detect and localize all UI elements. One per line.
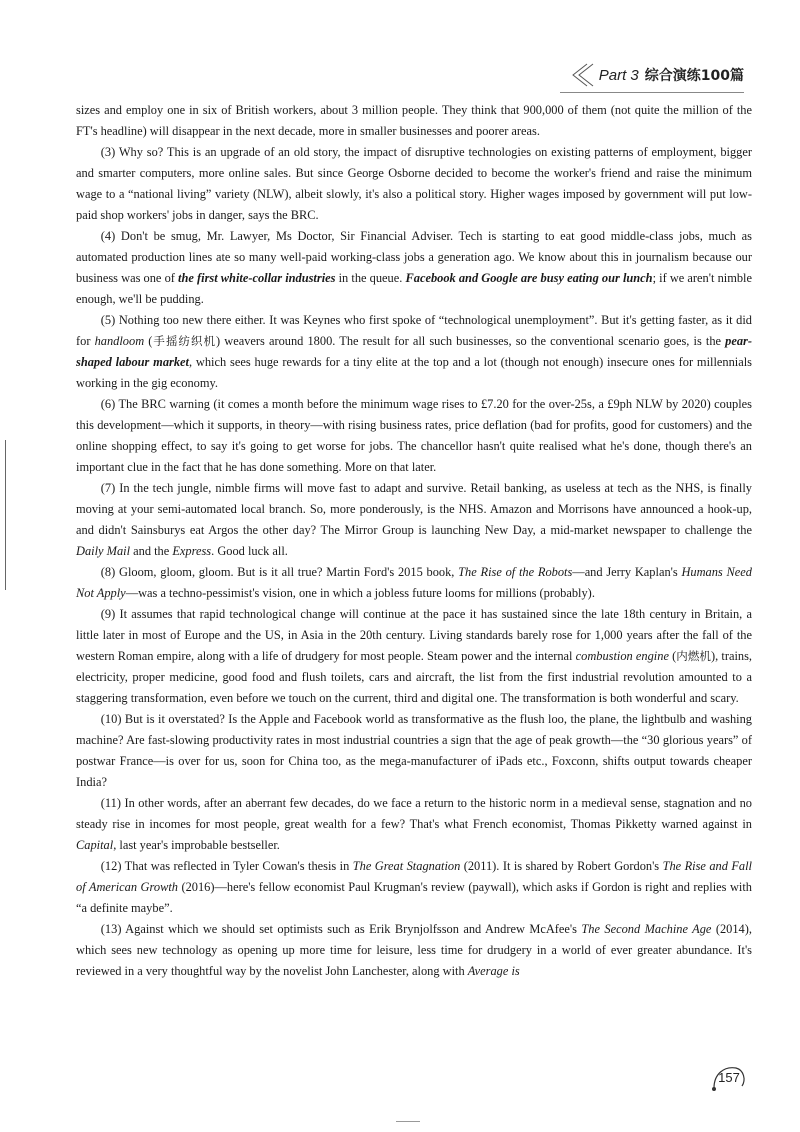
paragraph-text: —and Jerry Kaplan's xyxy=(572,565,682,579)
paragraph-text: sizes and employ one in six of British workers, about 3 million people. They think that 900,000 of them (not quite the million of the FT's headline) will disappear in the next decade, more in smaller businesses and poorer areas. xyxy=(76,103,752,138)
paragraph-p5 xyxy=(76,310,752,394)
header-rule xyxy=(560,92,744,93)
paragraph-text: (7) In the tech jungle, nimble firms will move fast to adapt and survive. Retail banking, as useless at tech as the NHS, is finally moving at your semi-automated local branch. So, more ponderously, is the NHS. Amazon and Morrisons have announced a hook-up, and didn't Sainsburys eat Argos the other day? The Mirror Group is launching New Day, a mid-market newspaper to challenge the xyxy=(76,481,752,537)
bottom-mark xyxy=(396,1121,420,1122)
paragraph-text: ) weavers around 1800. The result for all such businesses, so the conventional scenario goes, is the xyxy=(216,334,726,348)
emphasis-text: The Rise and Fall of American Growth xyxy=(76,859,752,894)
paragraph-p9 xyxy=(76,604,752,709)
paragraph-p7 xyxy=(76,478,752,562)
section-bracket-icon xyxy=(567,62,597,88)
part-label: Part 3 xyxy=(598,66,639,84)
emphasis-text: Daily Mail xyxy=(76,544,131,558)
emphasis-text: handloom xyxy=(94,334,145,348)
article-body xyxy=(76,100,752,982)
emphasis-text: Average is xyxy=(467,964,520,978)
emphasis-text: The Great Stagnation xyxy=(352,859,461,873)
emphasis-text: The Rise of the Robots xyxy=(458,565,573,579)
paragraph-text: (11) In other words, after an aberrant few decades, do we face a return to the historic norm in a medieval sense, stagnation and no steady rise in incomes for most people, great wealth for a few? That's what French economist, Thomas Pikketty warned against in xyxy=(76,796,752,831)
paragraph-text: (13) Against which we should set optimists such as Erik Brynjolfsson and Andrew McAfee's xyxy=(100,922,582,936)
paragraph-p0 xyxy=(76,100,752,142)
paragraph-text: , which sees huge rewards for a tiny elite at the top and a lot (though not enough) insecure ones for millennials working in the gig economy. xyxy=(76,355,752,390)
paragraph-text: ; if we aren't nimble enough, we'll be pudding. xyxy=(76,271,752,306)
paragraph-text: in the queue. xyxy=(335,271,406,285)
emphasis-text: Capital xyxy=(76,838,114,852)
emphasis-text: the first white-collar industries xyxy=(178,271,336,285)
paragraph-p10 xyxy=(76,709,752,793)
paragraph-p11 xyxy=(76,793,752,856)
emphasis-text: Facebook and Google are busy eating our lunch xyxy=(405,271,653,285)
page-number: 157 xyxy=(718,1070,740,1085)
emphasis-text: The Second Machine Age xyxy=(581,922,712,936)
emphasis-text: 内燃机 xyxy=(676,649,711,663)
paragraph-p12 xyxy=(76,856,752,919)
paragraph-text: (2016)—here's fellow economist Paul Krugman's review (paywall), which asks if Gordon is right and replies with “a definite maybe”. xyxy=(76,880,752,915)
paragraph-text: (2014), which sees new technology as opening up more time for leisure, less time for drudgery in a world of ever greater abundance. It's reviewed in a very thoughtful way by the novelist John Lanchester, along with xyxy=(76,922,752,978)
paragraph-p3 xyxy=(76,142,752,226)
margin-bar xyxy=(5,440,6,590)
paragraph-text: (10) But is it overstated? Is the Apple and Facebook world as transformative as the flush loo, the plane, the lightbulb and washing machine? Are fast-slowing productivity rates in most industrial countries a sign that the age of peak growth—the “30 glorious years” of postwar France—is over for us, soon for China too, as the mega-manufacturer of iPads etc., Foxconn, shifts output towards cheaper India? xyxy=(76,712,752,789)
paragraph-text: (9) It assumes that rapid technological change will continue at the pace it has sustained since the late 18th century in Britain, a little later in most of Europe and the US, in Asia in the 20th century. Living standards barely rose for 1,000 years after the fall of the western Roman empire, along with a life of drudgery for most people. Steam power and the internal xyxy=(76,607,752,663)
paragraph-p8 xyxy=(76,562,752,604)
paragraph-text: (3) Why so? This is an upgrade of an old story, the impact of disruptive technologies on existing patterns of employment, bigger and smarter computers, more online sales. But since George Osborne decided to become the worker's friend and raise the minimum wage to a “national living” variety (NLW), albeit slowly, it's also a political story. Higher wages imposed by government will put low-paid shop workers' jobs in danger, says the BRC. xyxy=(76,145,752,222)
paragraph-text: (2011). It is shared by Robert Gordon's xyxy=(460,859,663,873)
emphasis-text: 手摇纺织机 xyxy=(152,334,217,348)
paragraph-p4 xyxy=(76,226,752,310)
page-number-badge xyxy=(710,1064,746,1094)
paragraph-text: ( xyxy=(668,649,677,663)
emphasis-text: Express xyxy=(172,544,212,558)
paragraph-p13 xyxy=(76,919,752,982)
paragraph-text: (4) Don't be smug, Mr. Lawyer, Ms Doctor, Sir Financial Adviser. Tech is starting to eat good middle-class jobs, much as automated production lines ate so many well-paid working-class jobs a generation ago. We know about this in journalism because our business was one of xyxy=(76,229,752,285)
emphasis-text: Humans Need Not Apply xyxy=(76,565,752,600)
paragraph-text: and the xyxy=(130,544,173,558)
section-title: 综合演练100篇 xyxy=(644,68,744,84)
paragraph-text: ), trains, electricity, proper medicine, good food and flush toilets, cars and aircraft, the list from the first industrial revolution amounted to a staggering transformation, even before we touch on the current, third and digital one. The transformation is both wonderful and scary. xyxy=(76,649,753,705)
paragraph-text: . Good luck all. xyxy=(211,544,288,558)
paragraph-text: (5) Nothing too new there either. It was Keynes who first spoke of “technological unemployment”. But it's getting faster, as it did for xyxy=(76,313,752,348)
paragraph-text: (6) The BRC warning (it comes a month before the minimum wage rises to £7.20 for the over-25s, a £9ph NLW by 2020) couples this development—which it supports, in theory—with rising business rates, price deflation (bad for profits, good for customers) and the online shopping effect, to say it's going to get worse for jobs. The chancellor hasn't quite realised what he's done, though there's an important clue in the fact that he has done something. More on that later. xyxy=(76,397,752,474)
emphasis-text: combustion engine xyxy=(575,649,669,663)
paragraph-text: (12) That was reflected in Tyler Cowan's thesis in xyxy=(100,859,353,873)
running-header xyxy=(567,62,744,88)
paragraph-text: , last year's improbable bestseller. xyxy=(113,838,280,852)
emphasis-text: pear-shaped labour market xyxy=(76,334,752,369)
paragraph-p6 xyxy=(76,394,752,478)
paragraph-text: —was a techno-pessimist's vision, one in which a jobless future looms for millions (probably). xyxy=(125,586,595,600)
paragraph-text: (8) Gloom, gloom, gloom. But is it all true? Martin Ford's 2015 book, xyxy=(100,565,459,579)
paragraph-text: ( xyxy=(144,334,153,348)
